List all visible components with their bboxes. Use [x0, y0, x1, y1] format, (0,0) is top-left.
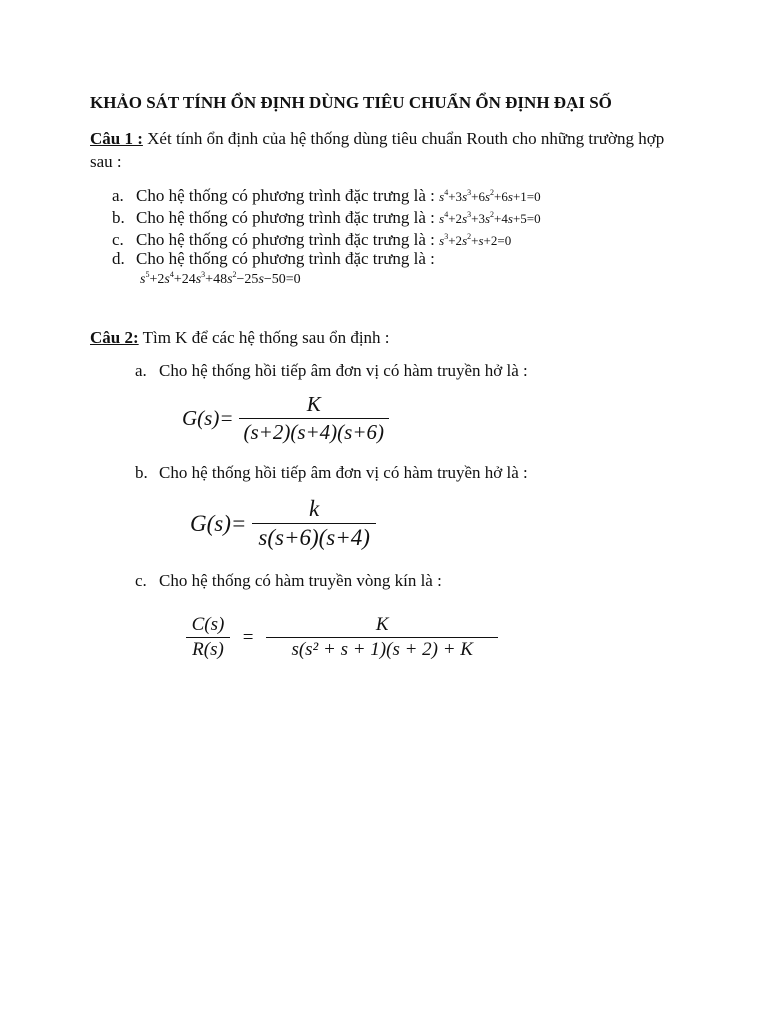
question-1-text: Xét tính ổn định của hệ thống dùng tiêu chuẩn Routh cho những trường hợp sau : — [90, 129, 665, 171]
item-marker: a. — [112, 186, 124, 205]
transfer-function-c — [186, 614, 498, 661]
item-marker: b. — [112, 208, 125, 227]
question-2-intro — [90, 326, 690, 349]
equation-denominator: s(s² + s + 1)(s + 2) + K — [266, 637, 498, 661]
equation-a: $s^4+3s^3+6s^2+6s+1=0$ — [439, 188, 541, 204]
document-title: KHẢO SÁT TÍNH ỔN ĐỊNH DÙNG TIÊU CHUẨN ỔN ĐỊNH ĐẠI SỐ — [90, 93, 612, 112]
equation-numerator: k — [309, 496, 320, 521]
item-text: Cho hệ thống có phương trình đặc trưng là : — [136, 208, 435, 227]
item-marker: c. — [135, 571, 147, 590]
equation-d: $s^5+2s^4+24s^3+48s^2-25s-50=0$ — [140, 270, 301, 287]
question-1-intro — [90, 127, 690, 173]
q1-item-d — [112, 248, 435, 270]
item-text: Cho hệ thống hồi tiếp âm đơn vị có hàm truyền hở là : — [159, 463, 528, 482]
q2-item-b — [135, 462, 528, 484]
item-marker: a. — [135, 361, 147, 380]
item-text: Cho hệ thống có hàm truyền vòng kín là : — [159, 571, 442, 590]
equals-sign: = — [242, 626, 254, 648]
equation-numerator: K — [375, 614, 389, 635]
item-text: Cho hệ thống có phương trình đặc trưng là : — [136, 230, 435, 249]
lhs-denominator: R(s) — [186, 637, 230, 661]
item-marker: b. — [135, 463, 148, 482]
transfer-function-a — [182, 392, 389, 445]
item-text: Cho hệ thống có phương trình đặc trưng là : — [136, 186, 435, 205]
transfer-function-b — [190, 496, 376, 551]
item-marker: d. — [112, 249, 125, 268]
equation-c: $s^3+2s^2+s+2=0$ — [439, 232, 512, 248]
item-text: Cho hệ thống hồi tiếp âm đơn vị có hàm truyền hở là : — [159, 361, 528, 380]
lhs-numerator: C(s) — [191, 614, 225, 635]
equation-lhs: G(s)= — [190, 510, 247, 536]
q2-item-c — [135, 570, 442, 592]
equation-numerator: K — [306, 392, 321, 416]
item-text: Cho hệ thống có phương trình đặc trưng là : — [136, 249, 435, 268]
equation-b: $s^4+2s^3+3s^2+4s+5=0$ — [439, 210, 541, 226]
equation-lhs: G(s)= — [182, 406, 234, 430]
question-1-label: Câu 1 : — [90, 129, 143, 148]
equation-denominator: s(s+6)(s+4) — [252, 523, 376, 551]
q2-item-a — [135, 360, 528, 382]
equation-denominator: (s+2)(s+4)(s+6) — [239, 418, 389, 445]
question-2-label: Câu 2: — [90, 328, 139, 347]
question-2-text: Tìm K để các hệ thống sau ổn định : — [138, 328, 390, 347]
item-marker: c. — [112, 230, 124, 249]
